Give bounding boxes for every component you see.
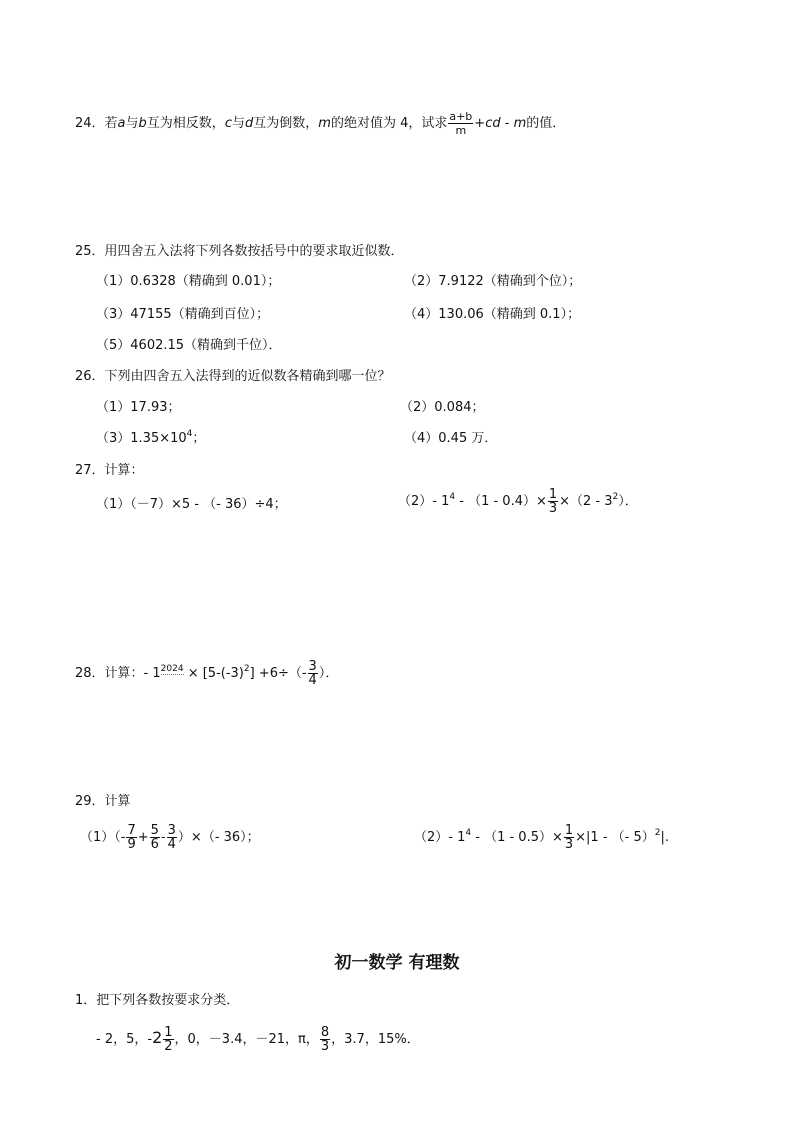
question-28 bbox=[75, 660, 338, 687]
q27-part-2-text: （2）- 1 bbox=[398, 494, 450, 509]
fraction-three-fourths bbox=[308, 660, 318, 687]
fraction-3-4 bbox=[167, 824, 177, 851]
q24-text: 与 bbox=[231, 116, 245, 131]
fraction-denominator: 9 bbox=[127, 837, 136, 852]
q1-list-text: - 2，5，- bbox=[96, 1032, 153, 1047]
exponent: 2 bbox=[612, 492, 619, 502]
q29-stem: 29．计算 bbox=[75, 794, 131, 809]
q24-text: 互为相反数， bbox=[146, 116, 225, 131]
q29-part-1-text: ）×（- 36）； bbox=[177, 830, 260, 845]
var-d: d bbox=[244, 116, 254, 131]
fraction-numerator: 1 bbox=[564, 823, 574, 838]
q24-text: 互为倒数， bbox=[253, 116, 319, 131]
q25-part-2: （2）7.9122（精确到个位）； bbox=[404, 274, 582, 289]
q28-number: 28．计算： bbox=[75, 666, 144, 681]
exponent: 4 bbox=[465, 828, 472, 838]
fraction-7-9 bbox=[126, 824, 136, 851]
q26-stem: 26．下列由四舍五入法得到的近似数各精确到哪一位？ bbox=[75, 369, 391, 384]
q26-part-3-text: ； bbox=[192, 431, 206, 446]
var-b: b bbox=[138, 116, 147, 131]
question-24 bbox=[75, 110, 565, 137]
fraction-one-third bbox=[548, 488, 558, 515]
q28-text: - 1 bbox=[143, 666, 161, 681]
q27-part-2-text: ×（2 - 3 bbox=[559, 494, 613, 509]
q24-text: + bbox=[474, 116, 486, 131]
q24-number: 24．若 bbox=[75, 116, 118, 131]
minus-sign: - bbox=[160, 830, 166, 845]
fraction-denominator: 4 bbox=[308, 673, 317, 688]
exponent: 2024 bbox=[160, 664, 184, 674]
q26-part-1: （1）17.93； bbox=[96, 400, 181, 415]
q28-text: ）． bbox=[318, 666, 339, 681]
q1-stem: 1．把下列各数按要求分类． bbox=[75, 993, 240, 1008]
fraction-numerator: 3 bbox=[167, 823, 176, 838]
exponent: 4 bbox=[186, 429, 193, 439]
fraction-a-plus-b-over-m bbox=[448, 110, 473, 137]
q25-part-3: （3）47155（精确到百位）； bbox=[96, 307, 270, 322]
fraction-denominator: m bbox=[455, 124, 467, 137]
exponent: 2 bbox=[243, 664, 250, 674]
fraction-5-6 bbox=[150, 824, 160, 851]
q27-part-2 bbox=[398, 488, 638, 515]
fraction-numerator: 5 bbox=[150, 823, 159, 838]
var-cd: cd bbox=[485, 116, 501, 131]
q25-part-1: （1）0.6328（精确到 0.01）； bbox=[96, 274, 281, 289]
var-m: m bbox=[318, 116, 331, 131]
q26-part-3 bbox=[96, 430, 205, 448]
q27-part-2-text: ）． bbox=[618, 494, 638, 509]
exponent: 4 bbox=[449, 492, 456, 502]
mixed-number-whole: 2 bbox=[152, 1028, 163, 1047]
fraction-numerator: 1 bbox=[164, 1025, 173, 1040]
fraction-denominator: 3 bbox=[320, 1039, 330, 1054]
q28-text: × [5-(-3) bbox=[183, 666, 244, 681]
q24-text: 的绝对值为 4，试求 bbox=[330, 116, 448, 131]
q26-part-3-text: （3）1.35×10 bbox=[96, 431, 187, 446]
q25-part-5: （5）4602.15（精确到千位）． bbox=[96, 338, 282, 353]
q29-part-2-text: - （1 - 0.5）× bbox=[471, 830, 563, 845]
q1-list-text: ，0，－3.4，－21，π， bbox=[174, 1032, 319, 1047]
q24-text: - bbox=[500, 116, 514, 131]
exponent: 2 bbox=[654, 828, 661, 838]
mixed-number-fraction bbox=[163, 1026, 173, 1053]
fraction-denominator: 3 bbox=[548, 501, 558, 516]
fraction-numerator: 7 bbox=[127, 823, 136, 838]
var-m: m bbox=[513, 116, 527, 131]
q24-text: 与 bbox=[125, 116, 139, 131]
q27-part-1: （1）（－7）×5 - （- 36）÷4； bbox=[96, 497, 287, 512]
q27-stem: 27．计算： bbox=[75, 463, 144, 478]
q29-part-2-text: |. bbox=[660, 830, 669, 845]
fraction-8-3 bbox=[320, 1026, 330, 1053]
q26-part-4: （4）0.45 万． bbox=[404, 431, 498, 446]
fraction-denominator: 6 bbox=[150, 837, 159, 852]
q24-text: 的值． bbox=[526, 116, 566, 131]
fraction-numerator: 3 bbox=[308, 659, 317, 674]
q26-part-2: （2）0.084； bbox=[400, 400, 485, 415]
q27-part-2-text: - （1 - 0.4）× bbox=[455, 494, 547, 509]
fraction-numerator: 1 bbox=[548, 487, 558, 502]
q29-part-1-text: （1）（- bbox=[80, 830, 126, 845]
fraction-denominator: 3 bbox=[564, 837, 574, 852]
section-title: 初一数学 有理数 bbox=[334, 953, 460, 973]
q29-part-1 bbox=[80, 824, 260, 851]
q29-part-2 bbox=[414, 824, 669, 851]
fraction-denominator: 4 bbox=[167, 837, 176, 852]
q25-part-4: （4）130.06（精确到 0.1）； bbox=[404, 307, 581, 322]
fraction-numerator: a+b bbox=[449, 110, 473, 123]
plus-sign: + bbox=[137, 830, 149, 845]
var-c: c bbox=[224, 116, 232, 131]
q1-list-text: ，3.7，15%． bbox=[331, 1032, 420, 1047]
fraction-one-third bbox=[564, 824, 574, 851]
q25-stem: 25．用四舍五入法将下列各数按括号中的要求取近似数． bbox=[75, 244, 404, 259]
fraction-denominator: 2 bbox=[164, 1039, 173, 1054]
q28-text: ] +6÷（- bbox=[249, 666, 307, 681]
q29-part-2-text: （2）- 1 bbox=[414, 830, 466, 845]
q29-part-2-text: ×|1 - （- 5） bbox=[575, 830, 655, 845]
fraction-numerator: 8 bbox=[320, 1025, 330, 1040]
q1-number-list bbox=[96, 1026, 420, 1053]
var-a: a bbox=[117, 116, 126, 131]
